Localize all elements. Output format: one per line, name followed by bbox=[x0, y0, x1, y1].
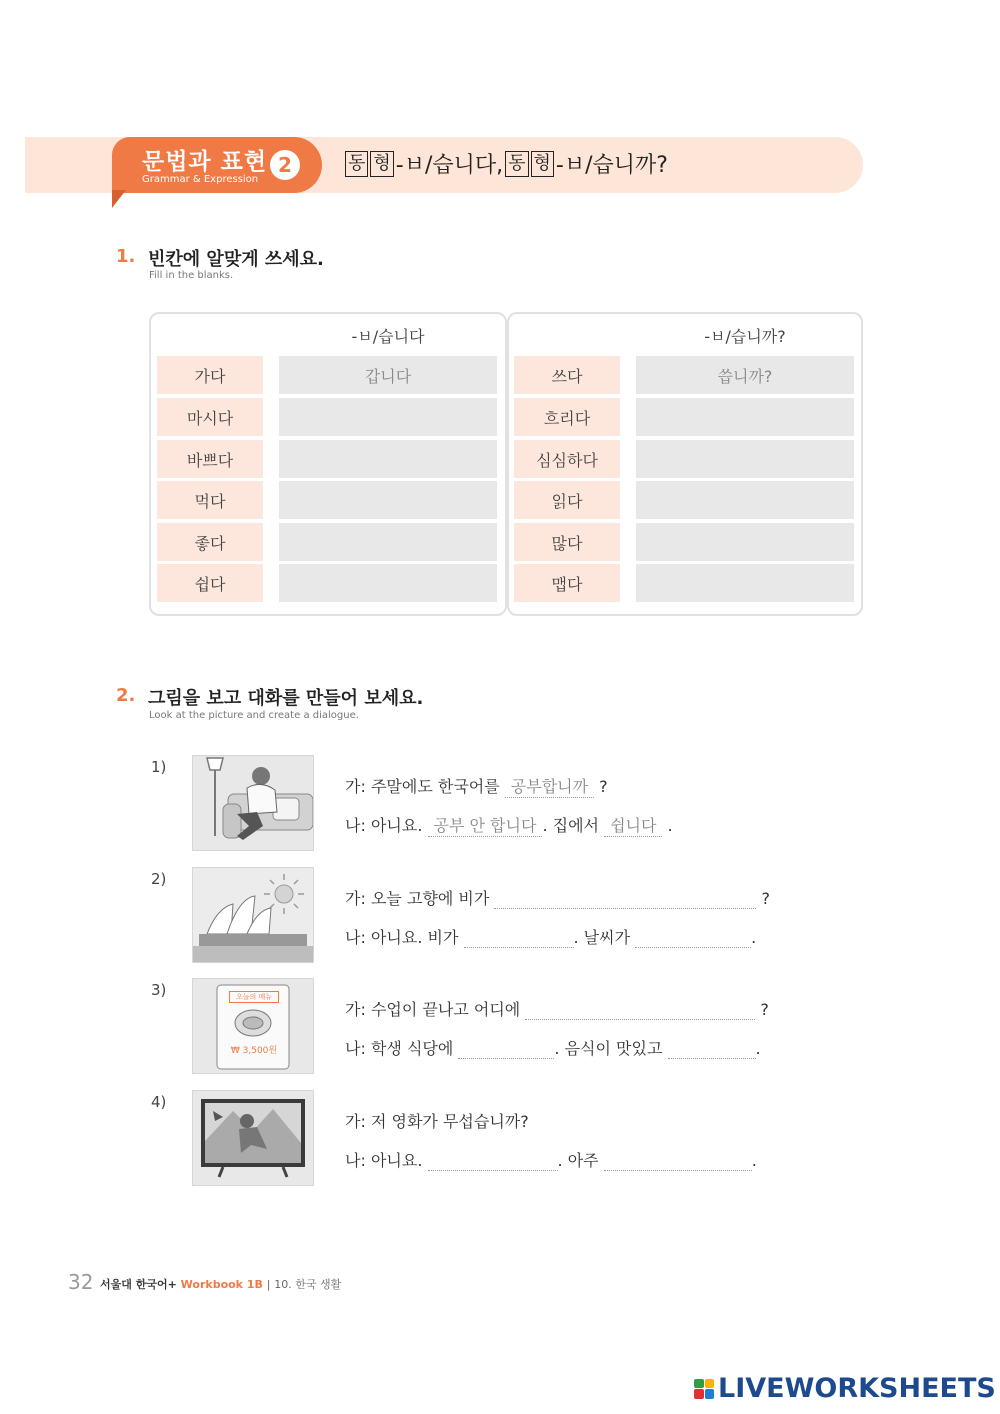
right-table-header: -ㅂ/습니까? bbox=[704, 327, 786, 346]
dialogue-2-a-blank[interactable] bbox=[494, 890, 756, 909]
dialogue-1-number: 1) bbox=[151, 758, 167, 776]
topic-ending-statement: -ㅂ/습니다, bbox=[395, 153, 504, 178]
left-answer-6[interactable] bbox=[279, 564, 497, 602]
right-verb-1: 쓰다 bbox=[514, 356, 620, 394]
section1-title: 빈칸에 알맞게 쓰세요. bbox=[148, 249, 324, 270]
right-answer-2[interactable] bbox=[636, 398, 854, 436]
left-verb-2: 마시다 bbox=[157, 398, 263, 436]
liveworksheets-text: LIVEWORKSHEETS bbox=[718, 1373, 996, 1404]
dialogue-4-line-b bbox=[345, 1148, 757, 1171]
right-answer-3[interactable] bbox=[636, 440, 854, 478]
dialogue-4-b-end: . bbox=[751, 1151, 757, 1170]
dialogue-2-b-mid: . 날씨가 bbox=[573, 928, 631, 947]
section2-number: 2. bbox=[116, 685, 136, 706]
speaker-b-label: 나: bbox=[345, 928, 366, 947]
left-verb-3: 바쁘다 bbox=[157, 440, 263, 478]
speaker-a-label: 가: bbox=[345, 1000, 366, 1019]
picture-opera-house-sunny bbox=[192, 867, 314, 963]
right-answer-1: 씁니까? bbox=[636, 356, 854, 394]
picture-tv-action-movie bbox=[192, 1090, 314, 1186]
speaker-a-label: 가: bbox=[345, 777, 366, 796]
section2-subtitle: Look at the picture and create a dialogue. bbox=[149, 710, 359, 721]
right-verb-2: 흐리다 bbox=[514, 398, 620, 436]
left-answer-1: 갑니다 bbox=[279, 356, 497, 394]
header-title: 문법과 표현 bbox=[142, 149, 268, 175]
dialogue-1-b-answer-1: 공부 안 합니다 bbox=[428, 813, 543, 837]
dialogue-4-b-blank-1[interactable] bbox=[428, 1152, 558, 1171]
right-answer-6[interactable] bbox=[636, 564, 854, 602]
dialogue-4-b-mid: . 아주 bbox=[557, 1151, 599, 1170]
speaker-b-label: 나: bbox=[345, 816, 366, 835]
dialogue-1-a-end: ? bbox=[599, 777, 608, 796]
dialogue-2-b-text: 아니요. 비가 bbox=[370, 928, 459, 947]
header-number-badge: 2 bbox=[270, 150, 300, 180]
dialogue-1-a-answer: 공부합니까 bbox=[505, 774, 594, 798]
dialogue-3-b-text: 학생 식당에 bbox=[370, 1039, 454, 1058]
left-answer-5[interactable] bbox=[279, 523, 497, 561]
dialogue-3-line-a bbox=[345, 997, 769, 1020]
dialogue-2-number: 2) bbox=[151, 870, 167, 888]
dialogue-4-number: 4) bbox=[151, 1093, 167, 1111]
dialogue-1-a-text: 주말에도 한국어를 bbox=[370, 777, 500, 796]
footer-unit: 10. 한국 생활 bbox=[274, 1278, 342, 1291]
topic-ending-question: -ㅂ/습니까? bbox=[555, 153, 668, 178]
picture-man-resting-on-sofa bbox=[192, 755, 314, 851]
topic-box-verb: 동 bbox=[345, 151, 368, 177]
left-verb-1: 가다 bbox=[157, 356, 263, 394]
dialogue-1-b-end: . bbox=[667, 816, 673, 835]
left-verb-4: 먹다 bbox=[157, 481, 263, 519]
right-verb-4: 읽다 bbox=[514, 481, 620, 519]
dialogue-3-b-blank-2[interactable] bbox=[668, 1040, 756, 1059]
footer-separator: | bbox=[266, 1278, 271, 1291]
right-verb-3: 심심하다 bbox=[514, 440, 620, 478]
header-topic bbox=[345, 148, 668, 179]
dialogue-2-b-blank-1[interactable] bbox=[464, 929, 574, 948]
topic-box-verb-2: 동 bbox=[505, 151, 528, 177]
dialogue-1-b-text: 아니요. bbox=[370, 816, 423, 835]
dialogue-3-b-blank-1[interactable] bbox=[458, 1040, 554, 1059]
dialogue-3-a-blank[interactable] bbox=[525, 1001, 755, 1020]
liveworksheets-logo bbox=[694, 1373, 996, 1404]
right-verb-6: 맵다 bbox=[514, 564, 620, 602]
topic-box-adjective-2: 형 bbox=[531, 151, 554, 177]
dialogue-1-line-b bbox=[345, 813, 673, 837]
dialogue-3-b-mid: . 음식이 맛있고 bbox=[554, 1039, 663, 1058]
footer-book-info bbox=[100, 1276, 341, 1292]
dialogue-4-b-blank-2[interactable] bbox=[604, 1152, 752, 1171]
dialogue-2-b-blank-2[interactable] bbox=[635, 929, 751, 948]
dialogue-2-a-end: ? bbox=[761, 889, 771, 908]
dialogue-4-line-a bbox=[345, 1109, 529, 1132]
speaker-a-label: 가: bbox=[345, 1112, 366, 1131]
dialogue-2-a-text: 오늘 고향에 비가 bbox=[370, 889, 490, 908]
left-answer-4[interactable] bbox=[279, 481, 497, 519]
dialogue-2-line-a bbox=[345, 886, 770, 909]
section1-subtitle: Fill in the blanks. bbox=[149, 270, 234, 281]
dialogue-1-line-a bbox=[345, 774, 608, 798]
right-answer-4[interactable] bbox=[636, 481, 854, 519]
left-verb-5: 좋다 bbox=[157, 523, 263, 561]
header-subtitle: Grammar & Expression bbox=[142, 174, 259, 185]
dialogue-4-b-text: 아니요. bbox=[370, 1151, 423, 1170]
dialogue-2-line-b bbox=[345, 925, 756, 948]
topic-box-adjective: 형 bbox=[370, 151, 393, 177]
speaker-b-label: 나: bbox=[345, 1151, 366, 1170]
dialogue-1-b-mid: . 집에서 bbox=[542, 816, 599, 835]
left-verb-6: 쉽다 bbox=[157, 564, 263, 602]
dialogue-3-line-b bbox=[345, 1036, 761, 1059]
right-verb-5: 많다 bbox=[514, 523, 620, 561]
section1-number: 1. bbox=[116, 246, 136, 267]
dialogue-3-a-end: ? bbox=[760, 1000, 769, 1019]
left-table-header: -ㅂ/습니다 bbox=[351, 327, 425, 346]
section2-title: 그림을 보고 대화를 만들어 보세요. bbox=[148, 688, 424, 709]
dialogue-3-number: 3) bbox=[151, 981, 167, 999]
menu-price: ₩ 3,500원 bbox=[230, 1046, 278, 1056]
dialogue-1-b-answer-2: 쉽니다 bbox=[604, 813, 662, 837]
header-tab-fold bbox=[112, 190, 126, 208]
speaker-a-label: 가: bbox=[345, 889, 366, 908]
dialogue-3-a-text: 수업이 끝나고 어디에 bbox=[370, 1000, 521, 1019]
liveworksheets-grid-icon bbox=[694, 1379, 714, 1399]
left-answer-3[interactable] bbox=[279, 440, 497, 478]
menu-title: 오늘의 메뉴 bbox=[229, 991, 279, 1003]
speaker-b-label: 나: bbox=[345, 1039, 366, 1058]
right-answer-5[interactable] bbox=[636, 523, 854, 561]
footer-book-title: 서울대 한국어+ bbox=[100, 1278, 177, 1291]
left-answer-2[interactable] bbox=[279, 398, 497, 436]
dialogue-4-a-text: 저 영화가 무섭습니까? bbox=[370, 1112, 529, 1131]
page-number: 32 bbox=[68, 1270, 94, 1294]
dialogue-2-b-end: . bbox=[751, 928, 757, 947]
footer-workbook: Workbook 1B bbox=[180, 1278, 263, 1291]
picture-cafeteria-menu bbox=[192, 978, 314, 1074]
dialogue-3-b-end: . bbox=[755, 1039, 761, 1058]
